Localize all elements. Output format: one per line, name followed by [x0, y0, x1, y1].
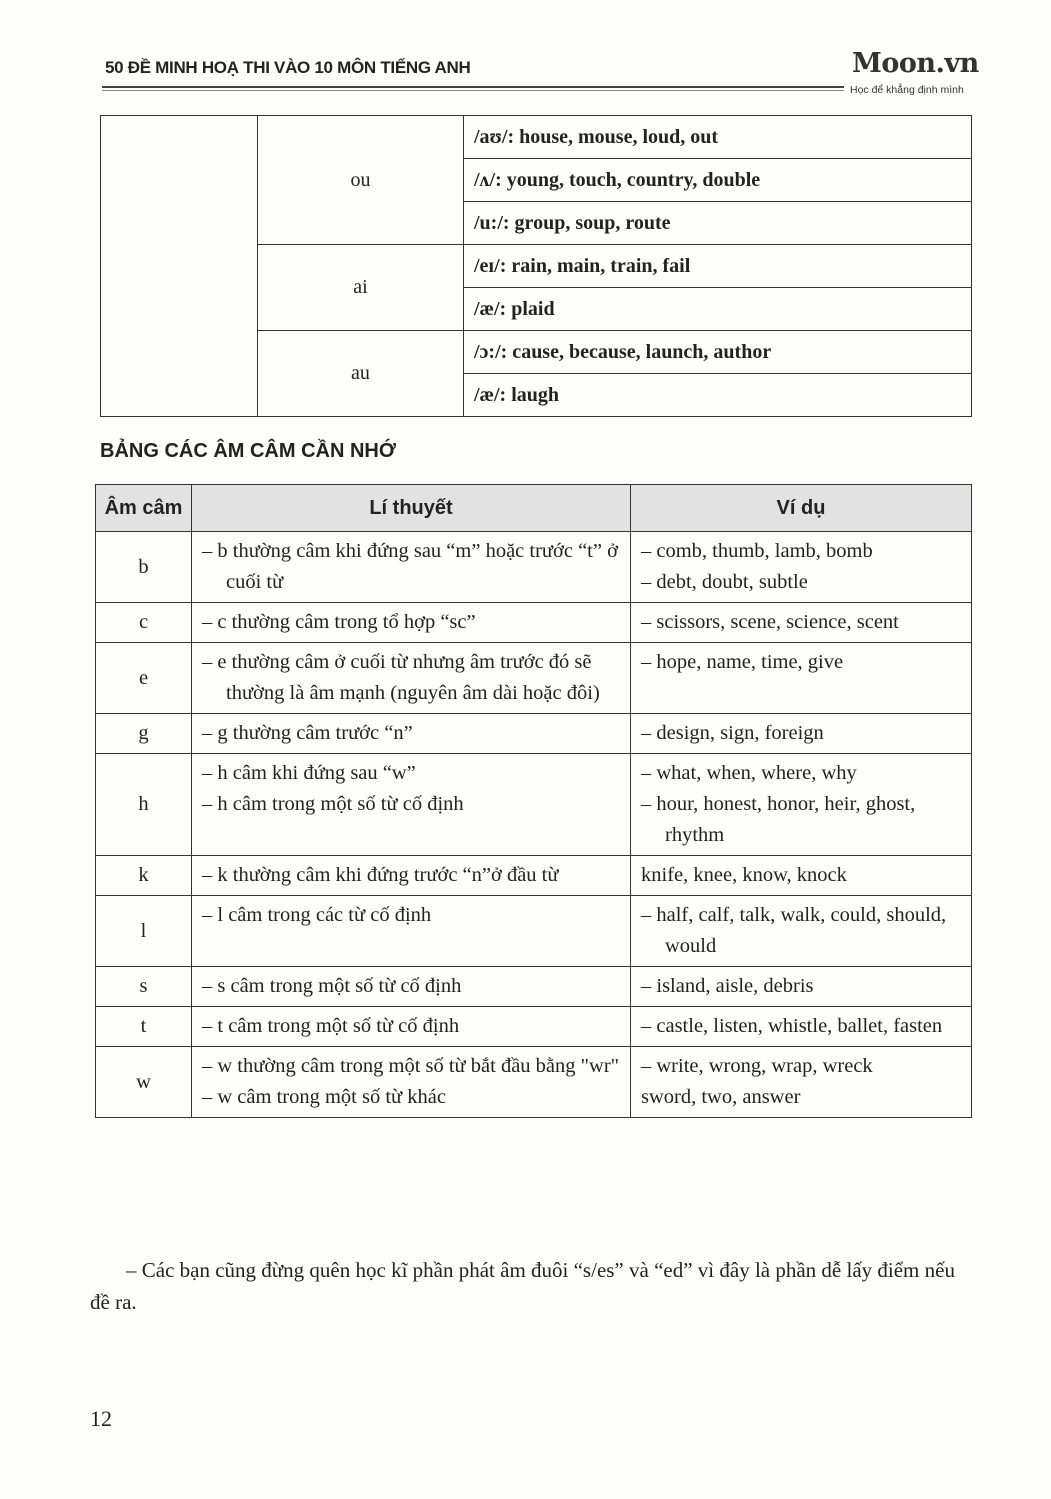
vowel-table [100, 115, 972, 417]
example-line: – hope, name, time, give [641, 651, 844, 673]
letter-group-cell: ou [258, 116, 464, 245]
theory-line: – g thường câm trước “n” [202, 722, 413, 744]
book-title: 50 ĐỀ MINH HOẠ THI VÀO 10 MÔN TIẾNG ANH [105, 58, 471, 77]
example-cell: /eɪ/: rain, main, train, fail [464, 245, 972, 288]
theory-line: – w thường câm trong một số từ bắt đầu bằng "wr" [202, 1055, 620, 1077]
silent-letter-cell: b [96, 532, 192, 603]
example-cell: /æ/: laugh [464, 374, 972, 417]
theory-line: – s câm trong một số từ cố định [202, 975, 462, 997]
table-row [96, 714, 972, 754]
table-row [96, 1007, 972, 1047]
header-theory: Lí thuyết [192, 485, 631, 532]
theory-cell [192, 603, 631, 643]
silent-letters-table [95, 484, 972, 1118]
theory-cell [192, 1047, 631, 1118]
page-number: 12 [90, 1406, 112, 1431]
examples-cell [631, 856, 972, 896]
examples-cell [631, 643, 972, 714]
example-line: – comb, thumb, lamb, bomb [641, 540, 873, 562]
letter-group-cell: au [258, 331, 464, 417]
theory-cell [192, 532, 631, 603]
example-cell: /u:/: group, soup, route [464, 202, 972, 245]
example-line: – design, sign, foreign [641, 722, 824, 744]
header-rule [102, 86, 844, 91]
letter-group-cell: ai [258, 245, 464, 331]
table-header-row [96, 485, 972, 532]
table-row [96, 643, 972, 714]
examples-cell [631, 896, 972, 967]
logo: Moon.vn [852, 48, 979, 79]
table-row [101, 116, 972, 159]
theory-cell [192, 643, 631, 714]
table-row [96, 967, 972, 1007]
table-row [96, 1047, 972, 1118]
theory-line: – w câm trong một số từ khác [202, 1086, 446, 1108]
slogan: Học để khẳng định mình [850, 84, 964, 96]
silent-letter-cell: t [96, 1007, 192, 1047]
example-cell: /aʊ/: house, mouse, loud, out [464, 116, 972, 159]
theory-cell [192, 896, 631, 967]
silent-letter-cell: s [96, 967, 192, 1007]
example-cell: /æ/: plaid [464, 288, 972, 331]
table-row [96, 896, 972, 967]
silent-letter-cell: l [96, 896, 192, 967]
table-row [96, 532, 972, 603]
table-row [96, 856, 972, 896]
silent-letter-cell: h [96, 754, 192, 856]
theory-cell [192, 967, 631, 1007]
theory-line: – h câm khi đứng sau “w” [202, 762, 416, 784]
theory-cell [192, 856, 631, 896]
theory-cell [192, 754, 631, 856]
silent-letter-cell: c [96, 603, 192, 643]
example-line: – what, when, where, why [641, 762, 857, 784]
example-line: – debt, doubt, subtle [641, 571, 808, 593]
examples-cell [631, 532, 972, 603]
example-cell: /ɔ:/: cause, because, launch, author [464, 331, 972, 374]
theory-cell [192, 714, 631, 754]
example-line: – castle, listen, whistle, ballet, fasten [641, 1015, 943, 1037]
examples-cell [631, 967, 972, 1007]
header-silent-letter: Âm câm [96, 485, 192, 532]
theory-line: – c thường câm trong tổ hợp “sc” [202, 611, 476, 633]
theory-line: – e thường câm ở cuối từ nhưng âm trước đó sẽ thường là âm mạnh (nguyên âm dài hoặc đôi) [202, 651, 600, 704]
example-line: – hour, honest, honor, heir, ghost, rhythm [641, 793, 916, 846]
silent-letter-cell: w [96, 1047, 192, 1118]
example-line: – scissors, scene, science, scent [641, 611, 899, 633]
example-line: – half, calf, talk, walk, could, should, would [641, 904, 947, 957]
examples-cell [631, 1047, 972, 1118]
theory-line: – b thường câm khi đứng sau “m” hoặc trước “t” ở cuối từ [202, 540, 618, 593]
header-examples: Ví dụ [631, 485, 972, 532]
theory-line: – h câm trong một số từ cố định [202, 793, 464, 815]
example-cell: /ʌ/: young, touch, country, double [464, 159, 972, 202]
table-row [96, 603, 972, 643]
theory-line: – k thường câm khi đứng trước “n”ở đầu từ [202, 864, 559, 886]
example-line: knife, knee, know, knock [641, 864, 847, 886]
examples-cell [631, 714, 972, 754]
silent-letter-cell: k [96, 856, 192, 896]
blank-cell [101, 116, 258, 417]
theory-line: – t câm trong một số từ cố định [202, 1015, 460, 1037]
examples-cell [631, 754, 972, 856]
example-line: sword, two, answer [641, 1086, 801, 1108]
table-row [96, 754, 972, 856]
silent-letter-cell: g [96, 714, 192, 754]
silent-letter-cell: e [96, 643, 192, 714]
section-title: BẢNG CÁC ÂM CÂM CẦN NHỚ [100, 440, 396, 462]
example-line: – write, wrong, wrap, wreck [641, 1055, 873, 1077]
note-paragraph: – Các bạn cũng đừng quên học kĩ phần phát âm đuôi “s/es” và “ed” vì đây là phần dễ lấy điểm nếu đề ra. [90, 1258, 955, 1314]
theory-cell [192, 1007, 631, 1047]
theory-line: – l câm trong các từ cố định [202, 904, 432, 926]
example-line: – island, aisle, debris [641, 975, 814, 997]
examples-cell [631, 1007, 972, 1047]
examples-cell [631, 603, 972, 643]
